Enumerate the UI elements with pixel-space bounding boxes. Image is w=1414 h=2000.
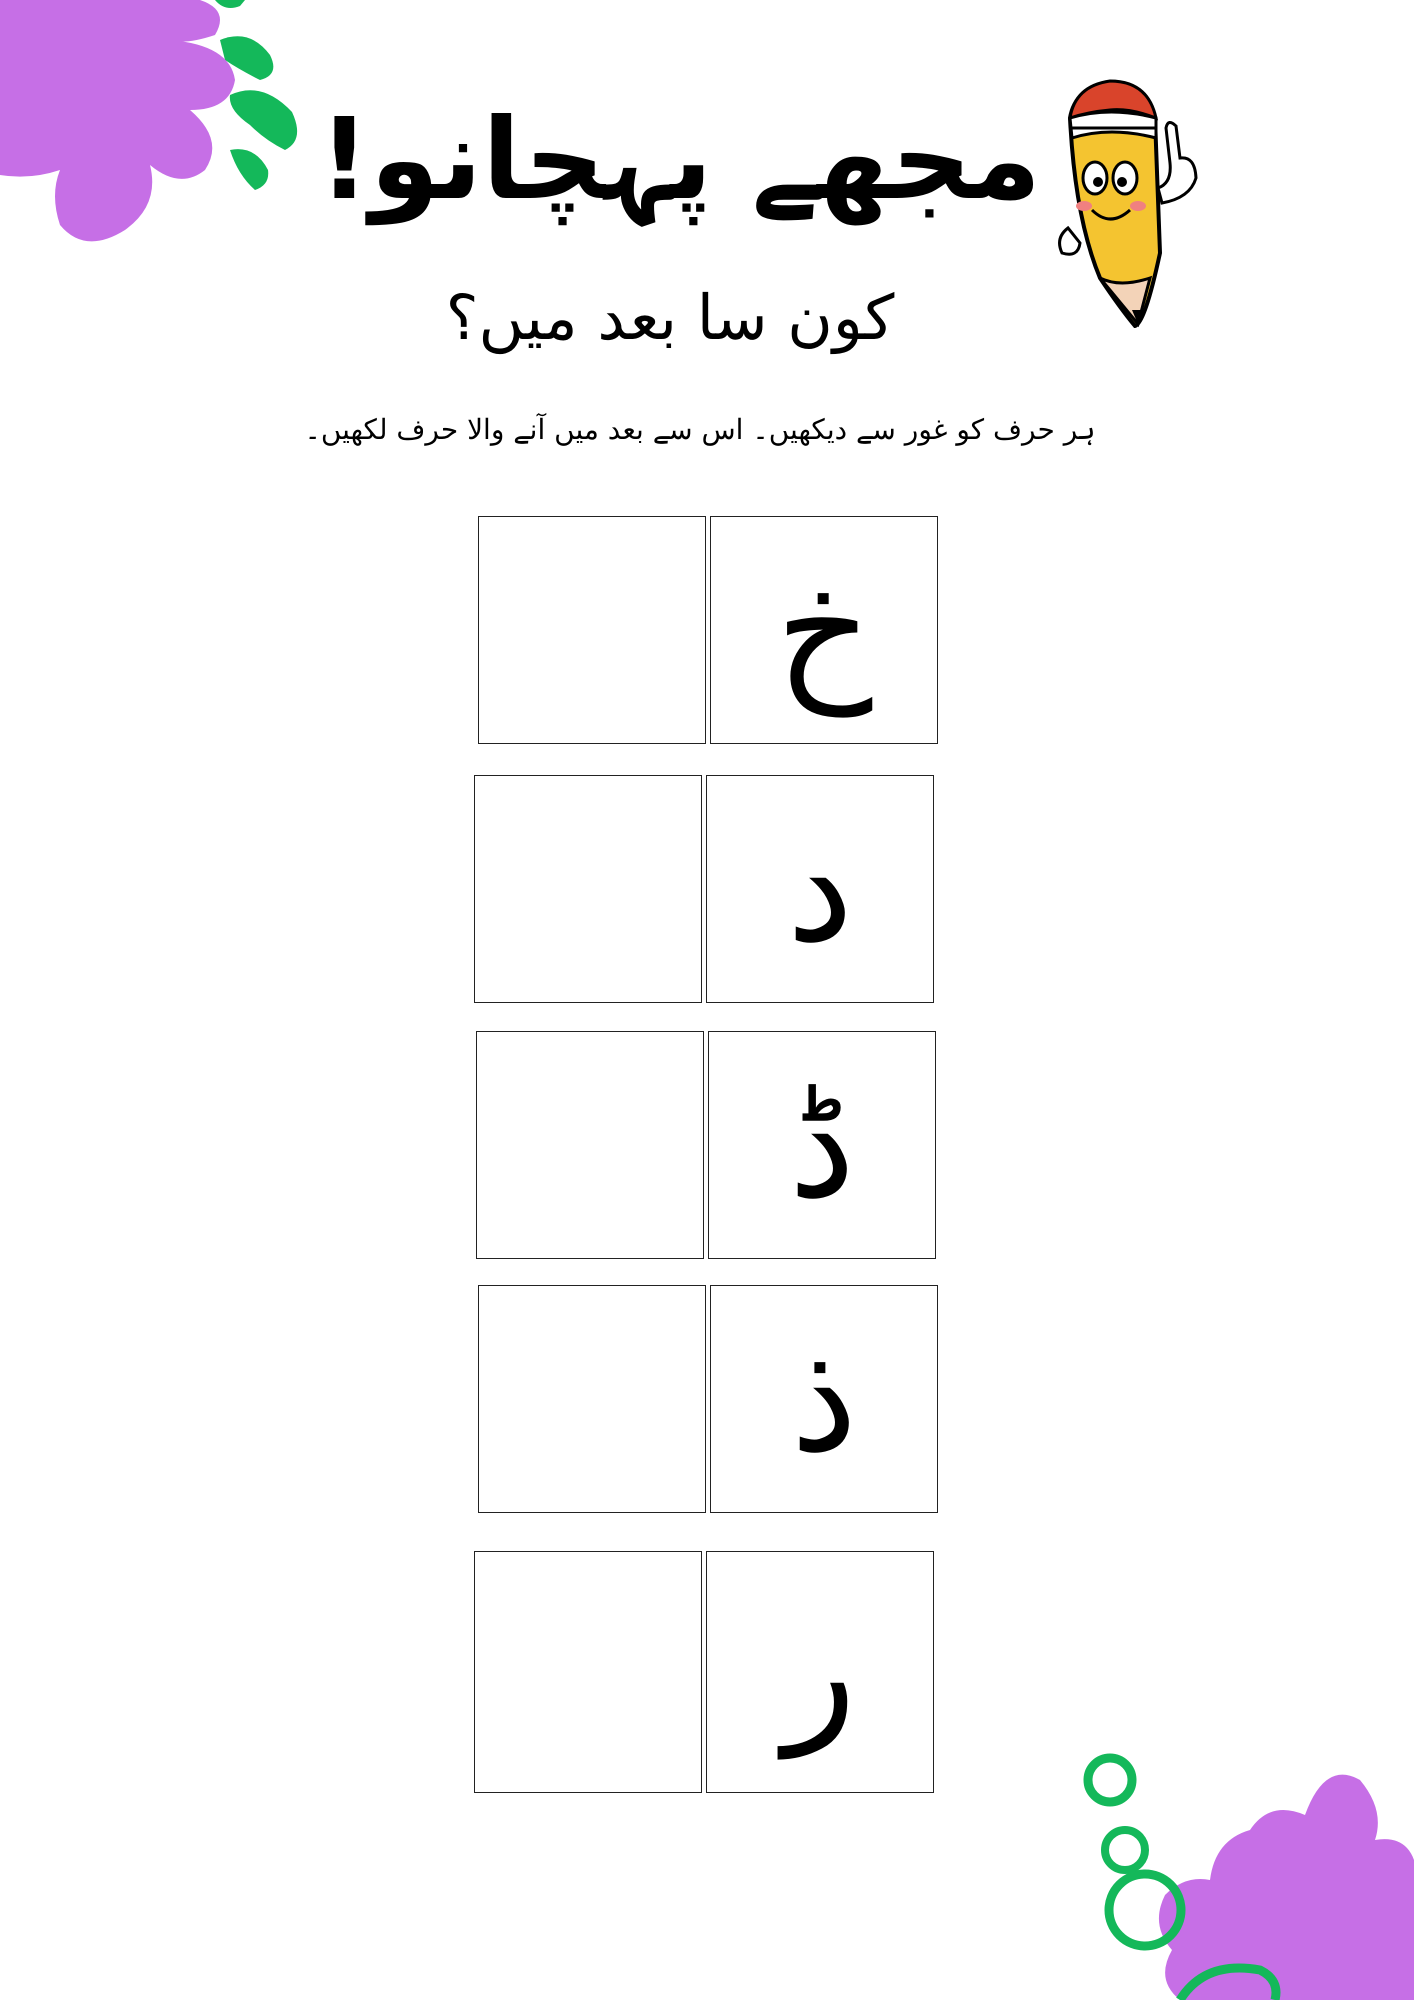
letter-glyph: ذ (790, 1312, 858, 1486)
answer-box[interactable] (478, 1285, 706, 1513)
letter-row (474, 1551, 936, 1781)
letter-row (478, 516, 940, 746)
answer-box[interactable] (474, 775, 702, 1003)
letter-box (708, 1031, 936, 1259)
instructions-text: ہر حرف کو غور سے دیکھیں۔ اس سے بعد میں آنے والا حرف لکھیں۔ (304, 413, 1096, 446)
letter-row (478, 1285, 940, 1515)
letter-box (706, 1551, 934, 1793)
answer-box[interactable] (474, 1551, 702, 1793)
letter-glyph: خ (775, 543, 873, 717)
answer-box[interactable] (476, 1031, 704, 1259)
letter-box (706, 775, 934, 1003)
purple-flower-rings-icon (1060, 1720, 1414, 2000)
pencil-mascot-icon (1050, 78, 1200, 328)
letter-glyph: ڈ (788, 1058, 856, 1232)
page-title: مجھے پہچانو! (318, 95, 1042, 225)
page-subtitle: کون سا بعد میں؟ (445, 281, 895, 354)
letter-box (710, 516, 938, 744)
letter-glyph: ر (783, 1585, 857, 1759)
letter-box (710, 1285, 938, 1513)
letter-row (476, 1031, 938, 1261)
purple-flower-splash-icon (0, 0, 330, 260)
letter-glyph: د (786, 802, 854, 976)
answer-box[interactable] (478, 516, 706, 744)
letter-row (474, 775, 936, 1005)
